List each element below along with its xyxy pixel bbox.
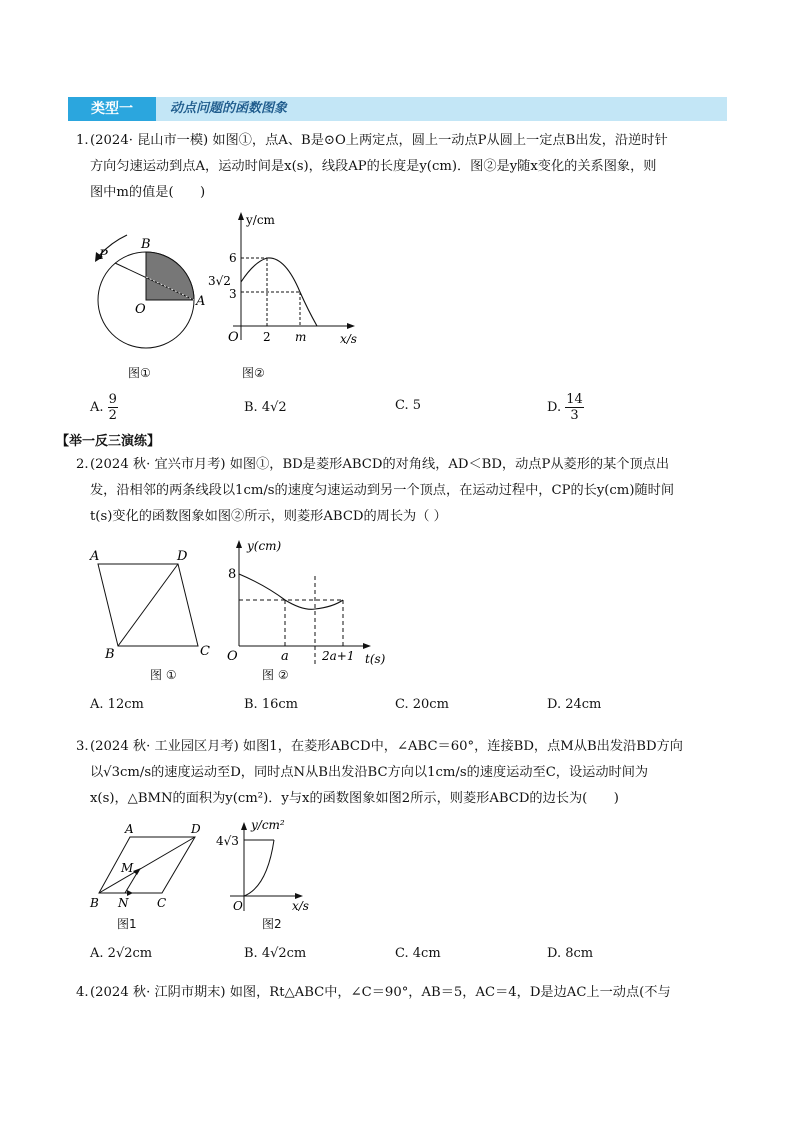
- option-a[interactable]: A. 12cm: [90, 697, 144, 712]
- question-text-line: x(s)，△BMN的面积为y(cm²)．y与x的函数图象如图2所示，则菱形ABCD的边长为( ): [90, 791, 619, 806]
- svg-text:B: B: [105, 647, 115, 660]
- y-tick: 3√2: [208, 274, 231, 288]
- option-key: A.: [90, 400, 104, 415]
- fraction: $\frac{14}{3}$: [566, 392, 583, 423]
- q1-fig1-caption: 图①: [128, 366, 151, 380]
- svg-text:A: A: [90, 549, 100, 564]
- svg-text:4√3: 4√3: [216, 834, 239, 848]
- option-c[interactable]: C. 4cm: [395, 946, 441, 961]
- svg-text:C: C: [200, 644, 210, 659]
- q2-rhombus-figure: [85, 545, 220, 660]
- svg-text:D: D: [177, 549, 188, 564]
- section-tag: 类型一: [68, 97, 156, 121]
- svg-text:y(cm): y(cm): [247, 539, 282, 553]
- question-3: 3.(2024 秋· 工业园区月考) 如图1，在菱形ABCD中，∠ABC＝60°，连接BD，点M从B出发沿BD方向 以√3cm/s的速度运动至D，同时点N从B出发沿BC方向以1cm/s的速度运动至C，设运动时间为 x(s)，△BMN的面积为y(cm²)．y与x的函数图象如图2所示，则菱形ABCD的边长为( ): [76, 739, 683, 806]
- option-text: 4√2: [261, 400, 287, 415]
- label-B: B: [141, 237, 151, 252]
- svg-text:D: D: [191, 822, 201, 836]
- svg-text:O: O: [233, 899, 243, 913]
- q3-fig1-caption: 图1: [117, 917, 137, 931]
- question-4: 4.(2024 秋· 江阴市期末) 如图，Rt△ABC中，∠C＝90°，AB＝5，AC＝4，D是边AC上一动点(不与: [76, 985, 671, 1000]
- question-text-line: 图中m的值是( ): [90, 185, 206, 200]
- svg-text:t(s): t(s): [365, 652, 386, 665]
- question-text-line: 以√3cm/s的速度运动至D，同时点N从B出发沿BC方向以1cm/s的速度运动至C，设运动时间为: [90, 765, 649, 780]
- section-title: 动点问题的函数图象: [170, 101, 288, 116]
- label-P: P: [99, 248, 108, 263]
- option-d[interactable]: D. 24cm: [547, 697, 602, 712]
- x-tick: m: [295, 330, 307, 344]
- q2-fig1-caption: 图 ①: [150, 668, 177, 682]
- q1-fig2-caption: 图②: [242, 366, 265, 380]
- svg-text:C: C: [157, 896, 167, 910]
- q3-rhombus-figure: [85, 820, 215, 910]
- option-a[interactable]: A. 2√2cm: [90, 946, 153, 961]
- svg-text:x/s: x/s: [292, 899, 309, 913]
- q3-fig2-caption: 图2: [262, 917, 282, 931]
- question-1: 1.(2024· 昆山市一模) 如图①，点A、B是⊙O上两定点，圆上一动点P从圆上一定点B出发，沿逆时针 方向匀速运动到点A，运动时间是x(s)，线段AP的长度是y(cm)．图②是y随x变化的关系图象，则 图中m的值是( ): [76, 133, 668, 200]
- option-key: C.: [395, 398, 409, 413]
- svg-text:O: O: [227, 649, 238, 664]
- option-d[interactable]: [547, 392, 584, 423]
- svg-text:8: 8: [228, 567, 237, 582]
- option-key: D.: [547, 400, 562, 415]
- svg-text:N: N: [118, 896, 129, 910]
- option-b[interactable]: B. 4√2cm: [244, 946, 307, 961]
- svg-text:2a+1: 2a+1: [322, 649, 355, 663]
- origin-label: O: [228, 330, 239, 345]
- q2-graph-figure: [225, 535, 390, 665]
- svg-text:A: A: [125, 822, 134, 836]
- y-tick: 3: [229, 287, 237, 301]
- question-text-line: 方向匀速运动到点A，运动时间是x(s)，线段AP的长度是y(cm)．图②是y随x变化的关系图象，则: [90, 159, 657, 174]
- x-axis-label: x/s: [340, 332, 357, 346]
- svg-text:B: B: [90, 896, 99, 910]
- label-A: A: [196, 294, 206, 309]
- question-text-line: (2024 秋· 宜兴市月考) 如图①，BD是菱形ABCD的对角线，AD＜BD，动点P从菱形的某个顶点出: [90, 457, 670, 472]
- svg-text:a: a: [281, 649, 289, 664]
- question-text-line: t(s)变化的函数图象如图②所示，则菱形ABCD的周长为（ ）: [90, 509, 447, 524]
- question-text-line: (2024· 昆山市一模) 如图①，点A、B是⊙O上两定点，圆上一动点P从圆上一定点B出发，沿逆时针: [90, 133, 668, 148]
- practice-heading: 【举一反三演练】: [56, 434, 161, 449]
- y-axis-label: y/cm: [246, 213, 275, 227]
- question-text-line: (2024 秋· 江阴市期末) 如图，Rt△ABC中，∠C＝90°，AB＝5，AC＝4，D是边AC上一动点(不与: [90, 985, 671, 1000]
- option-a[interactable]: [90, 392, 118, 423]
- option-c[interactable]: C. 20cm: [395, 697, 449, 712]
- option-key: B.: [244, 400, 258, 415]
- label-O: O: [135, 302, 146, 317]
- option-c[interactable]: [395, 398, 421, 413]
- option-text: 5: [412, 398, 422, 413]
- question-text-line: (2024 秋· 工业园区月考) 如图1，在菱形ABCD中，∠ABC＝60°，连接BD，点M从B出发沿BD方向: [90, 739, 683, 754]
- svg-text:y/cm²: y/cm²: [251, 818, 285, 832]
- section-banner: [68, 97, 727, 121]
- y-tick: 6: [229, 251, 237, 265]
- svg-text:M: M: [121, 861, 134, 875]
- question-text-line: 发，沿相邻的两条线段以1cm/s的速度匀速运动到另一个顶点，在运动过程中，CP的长y(cm)随时间: [90, 483, 675, 498]
- fraction: $\frac{9}{2}$: [108, 392, 117, 423]
- question-2: 2.(2024 秋· 宜兴市月考) 如图①，BD是菱形ABCD的对角线，AD＜BD，动点P从菱形的某个顶点出 发，沿相邻的两条线段以1cm/s的速度匀速运动到另一个顶点，在运动过程中，CP的长y(cm)随时间 t(s)变化的函数图象如图②所示，则菱形ABCD的周长为（ ）: [76, 457, 675, 524]
- q1-circle-figure: [85, 225, 215, 355]
- q1-graph-figure: [200, 210, 370, 350]
- option-b[interactable]: [244, 400, 287, 415]
- option-b[interactable]: B. 16cm: [244, 697, 298, 712]
- option-d[interactable]: D. 8cm: [547, 946, 594, 961]
- q3-graph-figure: [212, 815, 322, 915]
- q2-fig2-caption: 图 ②: [262, 668, 289, 682]
- x-tick: 2: [263, 330, 271, 344]
